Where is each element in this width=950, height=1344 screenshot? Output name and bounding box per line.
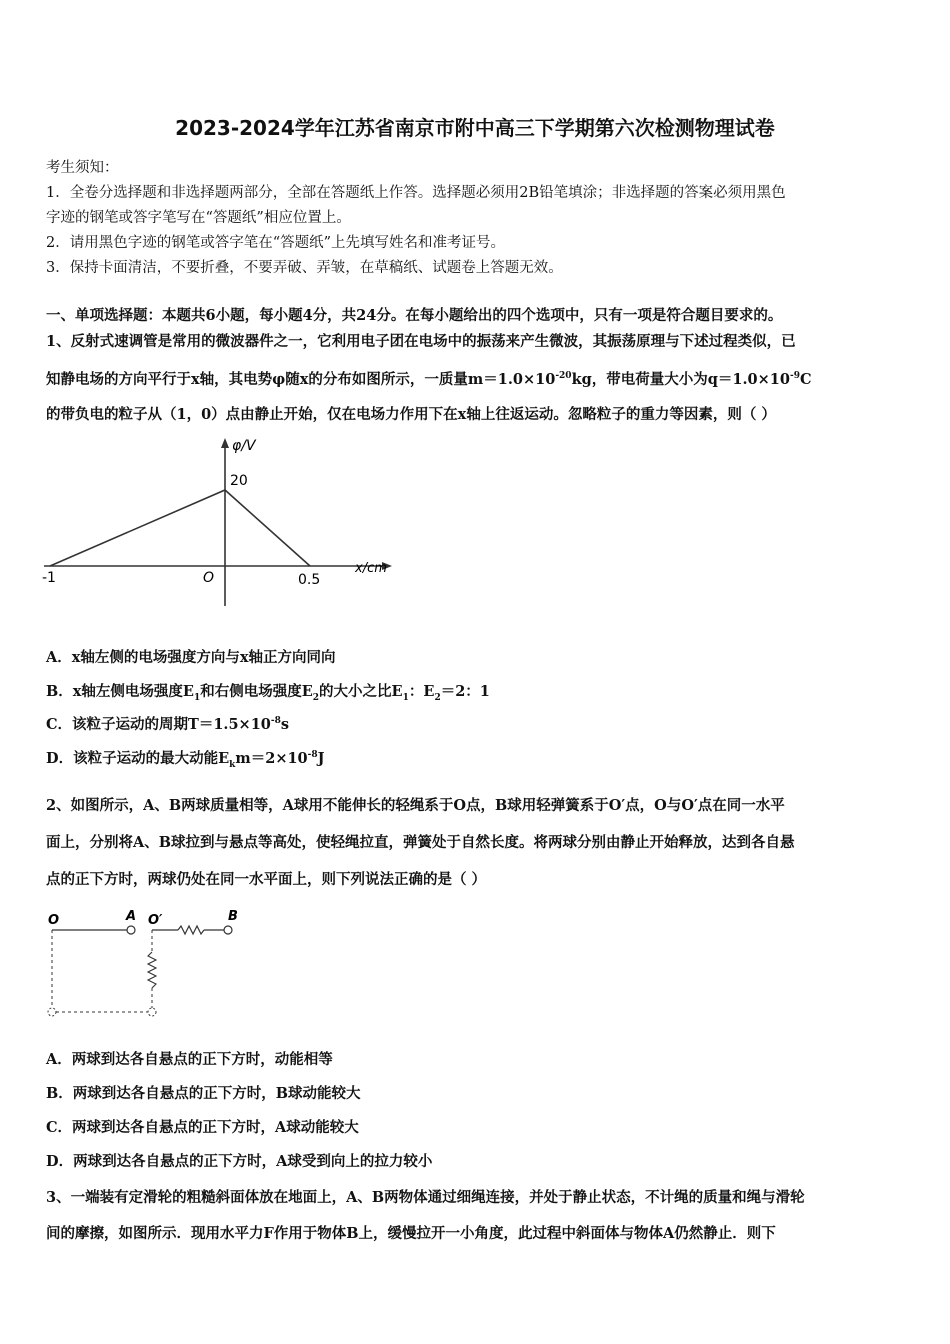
graph-right-label: 0.5 [298,572,321,588]
q2-line-1: 2、如图所示，A、B两球质量相等，A球用不能伸长的轻绳系于O点，B球用轻弹簧系于O′点，O与O′点在同一水平 [46,797,785,814]
q1-option-b-text-4: ：E [408,683,435,700]
q1-option-c-text-1: C．该粒子运动的周期T＝1.5×10 [46,716,271,733]
q1-option-b-text-1: B．x轴左侧电场强度E [46,683,194,700]
q2-line-2: 面上，分别将A、B球拉到与悬点等高处，使轻绳拉直，弹簧处于自然长度。将两球分别由静止开始释放，达到各自悬 [46,834,795,851]
q1-option-b-text-2: 和右侧电场强度E [200,683,313,700]
q1-line-2e: C [799,371,812,388]
fig-label-o: O [48,913,60,928]
q1-option-c-sup: -8 [270,716,281,727]
q1-option-d [46,747,325,770]
q1-option-b-text-3: 的大小之比E [319,683,403,700]
q1-option-b-sub-4: 2 [434,692,441,703]
q1-line-2c: kg，带电荷量大小为q＝1.0×10 [571,371,790,388]
q1-line-1: 1、反射式速调管是常用的微波器件之一，它利用电子团在电场中的振荡来产生微波，其振荡原理与下述过程类似，已 [46,333,796,350]
section-heading: 一、单项选择题：本题共6小题，每小题4分，共24分。在每小题给出的四个选项中，只有一项是符合题目要求的。 [46,307,783,324]
q1-option-a: A．x轴左侧的电场强度方向与x轴正方向同向 [46,649,336,666]
notice-item-3: 3．保持卡面清洁，不要折叠，不要弄破、弄皱，在草稿纸、试题卷上答题无效。 [46,260,563,276]
q1-option-d-text-3: J [317,750,325,767]
q2-option-b: B．两球到达各自悬点的正下方时，B球动能较大 [46,1085,361,1102]
q1-line-2 [46,368,812,389]
notice-heading: 考生须知： [46,160,119,176]
q1-option-c [46,713,289,734]
q1-option-b-text-5: ＝2：1 [440,683,490,700]
graph-x-label: x/cm [355,561,387,576]
q3-line-1: 3、一端装有定滑轮的粗糙斜面体放在地面上，A、B两物体通过细绳连接，并处于静止状态，不计绳的质量和绳与滑轮 [46,1189,805,1206]
q1-line-2a: 知静电场的方向平行于x轴，其电势φ随x的分布如图所示，一质量m＝1.0×10 [46,371,556,388]
graph-left-label: -1 [42,570,56,586]
q2-option-c: C．两球到达各自悬点的正下方时，A球动能较大 [46,1119,359,1136]
q1-exp-mass: -20 [555,371,572,382]
q3-line-2: 间的摩擦，如图所示．现用水平力F作用于物体B上，缓慢拉开一小角度，此过程中斜面体与物体A仍然静止．则下 [46,1225,776,1242]
graph-peak-label: 20 [230,473,248,489]
graph-origin-label: O [203,570,215,586]
fig-label-b: B [228,909,238,924]
q2-pendulum-figure [40,906,260,1024]
fig-label-o-prime: O′ [148,913,163,928]
q1-potential-graph [40,436,400,612]
q1-option-d-sup: -8 [307,750,318,761]
q1-option-c-text-2: s [280,716,290,733]
q1-option-b-sub-2: 2 [312,692,320,703]
fig-label-a: A [126,909,137,924]
notice-item-1-cont: 字迹的钢笔或答字笔写在“答题纸”相应位置上。 [46,210,351,226]
graph-y-label: φ/V [232,438,256,454]
q1-line-3: 的带负电的粒子从（1，0）点由静止开始，仅在电场力作用下在x轴上往返运动。忽略粒子的重力等因素，则（ ） [46,406,776,423]
notice-item-2: 2．请用黑色字迹的钢笔或答字笔在“答题纸”上先填写姓名和准考证号。 [46,235,506,251]
q1-option-d-text-1: D．该粒子运动的最大动能E [46,750,230,767]
q1-option-b-sub-1: 1 [193,692,201,703]
page-title: 2023-2024学年江苏省南京市附中高三下学期第六次检测物理试卷 [175,116,775,140]
q2-option-d: D．两球到达各自悬点的正下方时，A球受到向上的拉力较小 [46,1153,433,1170]
q1-option-b-sub-3: 1 [402,692,409,703]
notice-item-1: 1．全卷分选择题和非选择题两部分，全部在答题纸上作答。选择题必须用2B铅笔填涂；非选择题的答案必须用黑色 [46,185,786,201]
q1-exp-charge: -9 [789,371,800,382]
q2-option-a: A．两球到达各自悬点的正下方时，动能相等 [46,1051,333,1068]
q2-line-3: 点的正下方时，两球仍处在同一水平面上，则下列说法正确的是（ ） [46,871,487,888]
q1-option-d-sub: k [229,759,236,770]
q1-option-d-text-2: m＝2×10 [235,750,308,767]
q1-option-b [46,680,490,703]
